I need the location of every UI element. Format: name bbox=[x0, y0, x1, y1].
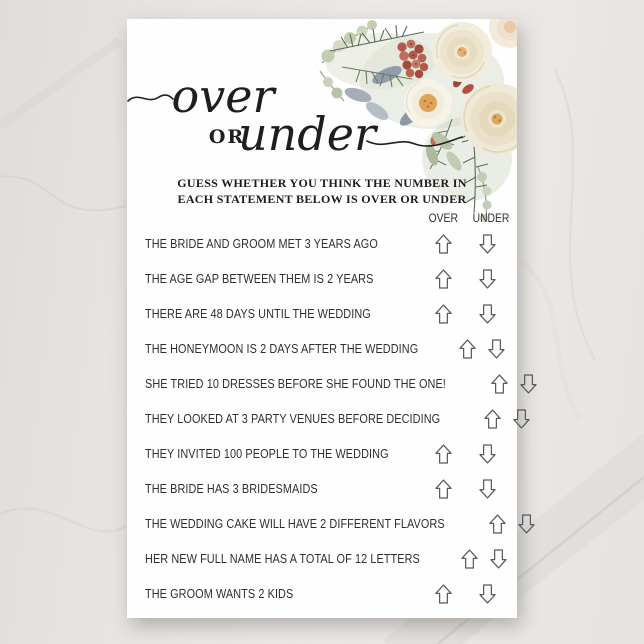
title-word-under: under bbox=[238, 107, 376, 161]
statement-text: THE BRIDE AND GROOM MET 3 YEARS AGO bbox=[145, 236, 378, 251]
statement-text: THE WEDDING CAKE WILL HAVE 2 DIFFERENT FLAVORS bbox=[145, 516, 445, 531]
under-arrow-icon bbox=[471, 304, 503, 324]
instructions bbox=[127, 175, 517, 207]
over-arrow-icon bbox=[489, 514, 506, 534]
over-arrow-icon bbox=[427, 304, 459, 324]
statement-row bbox=[127, 541, 517, 576]
under-arrow-icon bbox=[471, 234, 503, 254]
under-arrow-icon bbox=[518, 514, 535, 534]
statement-row bbox=[127, 296, 517, 331]
statement-row bbox=[127, 401, 517, 436]
under-arrow-icon bbox=[488, 339, 505, 359]
statements-list bbox=[127, 212, 517, 611]
instructions-line-1: GUESS WHETHER YOU THINK THE NUMBER IN bbox=[177, 176, 467, 190]
statement-row bbox=[127, 226, 517, 261]
under-arrow-icon bbox=[471, 269, 503, 289]
rose-top bbox=[432, 22, 492, 82]
statement-row bbox=[127, 506, 517, 541]
statement-text: THE BRIDE HAS 3 BRIDESMAIDS bbox=[145, 481, 318, 496]
statement-text: SHE TRIED 10 DRESSES BEFORE SHE FOUND THE ONE! bbox=[145, 376, 446, 391]
statement-text: HER NEW FULL NAME HAS A TOTAL OF 12 LETTERS bbox=[145, 551, 420, 566]
statement-row bbox=[127, 331, 517, 366]
over-arrow-icon bbox=[427, 269, 459, 289]
rose-right-partial bbox=[489, 19, 517, 48]
under-arrow-icon bbox=[513, 409, 530, 429]
under-arrow-icon bbox=[471, 479, 503, 499]
over-arrow-icon bbox=[459, 339, 476, 359]
statement-text: THEY INVITED 100 PEOPLE TO THE WEDDING bbox=[145, 446, 389, 461]
over-or-under-game-card[interactable] bbox=[127, 19, 517, 618]
title-word-or: or bbox=[208, 126, 246, 148]
over-arrow-icon bbox=[427, 584, 459, 604]
statement-row bbox=[127, 471, 517, 506]
over-arrow-icon bbox=[427, 479, 459, 499]
statement-text: THEY LOOKED AT 3 PARTY VENUES BEFORE DECIDING bbox=[145, 411, 441, 426]
rose-left bbox=[404, 79, 452, 127]
under-arrow-icon bbox=[520, 374, 537, 394]
title-word-over: over bbox=[171, 69, 275, 123]
instructions-line-2: EACH STATEMENT BELOW IS OVER OR UNDER bbox=[177, 192, 467, 206]
statement-text: THE HONEYMOON IS 2 DAYS AFTER THE WEDDING bbox=[145, 341, 419, 356]
column-headers bbox=[127, 212, 517, 226]
statement-text: THE AGE GAP BETWEEN THEM IS 2 YEARS bbox=[145, 271, 374, 286]
statement-row bbox=[127, 261, 517, 296]
statement-row bbox=[127, 366, 517, 401]
over-arrow-icon bbox=[484, 409, 501, 429]
over-arrow-icon bbox=[491, 374, 508, 394]
under-arrow-icon bbox=[471, 584, 503, 604]
statement-text: THE GROOM WANTS 2 KIDS bbox=[145, 586, 294, 601]
title-swash-left bbox=[128, 95, 173, 101]
column-header-under: UNDER bbox=[472, 213, 510, 225]
column-header-over: OVER bbox=[428, 213, 458, 225]
under-arrow-icon bbox=[471, 444, 503, 464]
over-arrow-icon bbox=[427, 444, 459, 464]
under-arrow-icon bbox=[490, 549, 507, 569]
statement-row bbox=[127, 576, 517, 611]
over-arrow-icon bbox=[427, 234, 459, 254]
over-arrow-icon bbox=[461, 549, 478, 569]
statement-text: THERE ARE 48 DAYS UNTIL THE WEDDING bbox=[145, 306, 371, 321]
statement-row bbox=[127, 436, 517, 471]
